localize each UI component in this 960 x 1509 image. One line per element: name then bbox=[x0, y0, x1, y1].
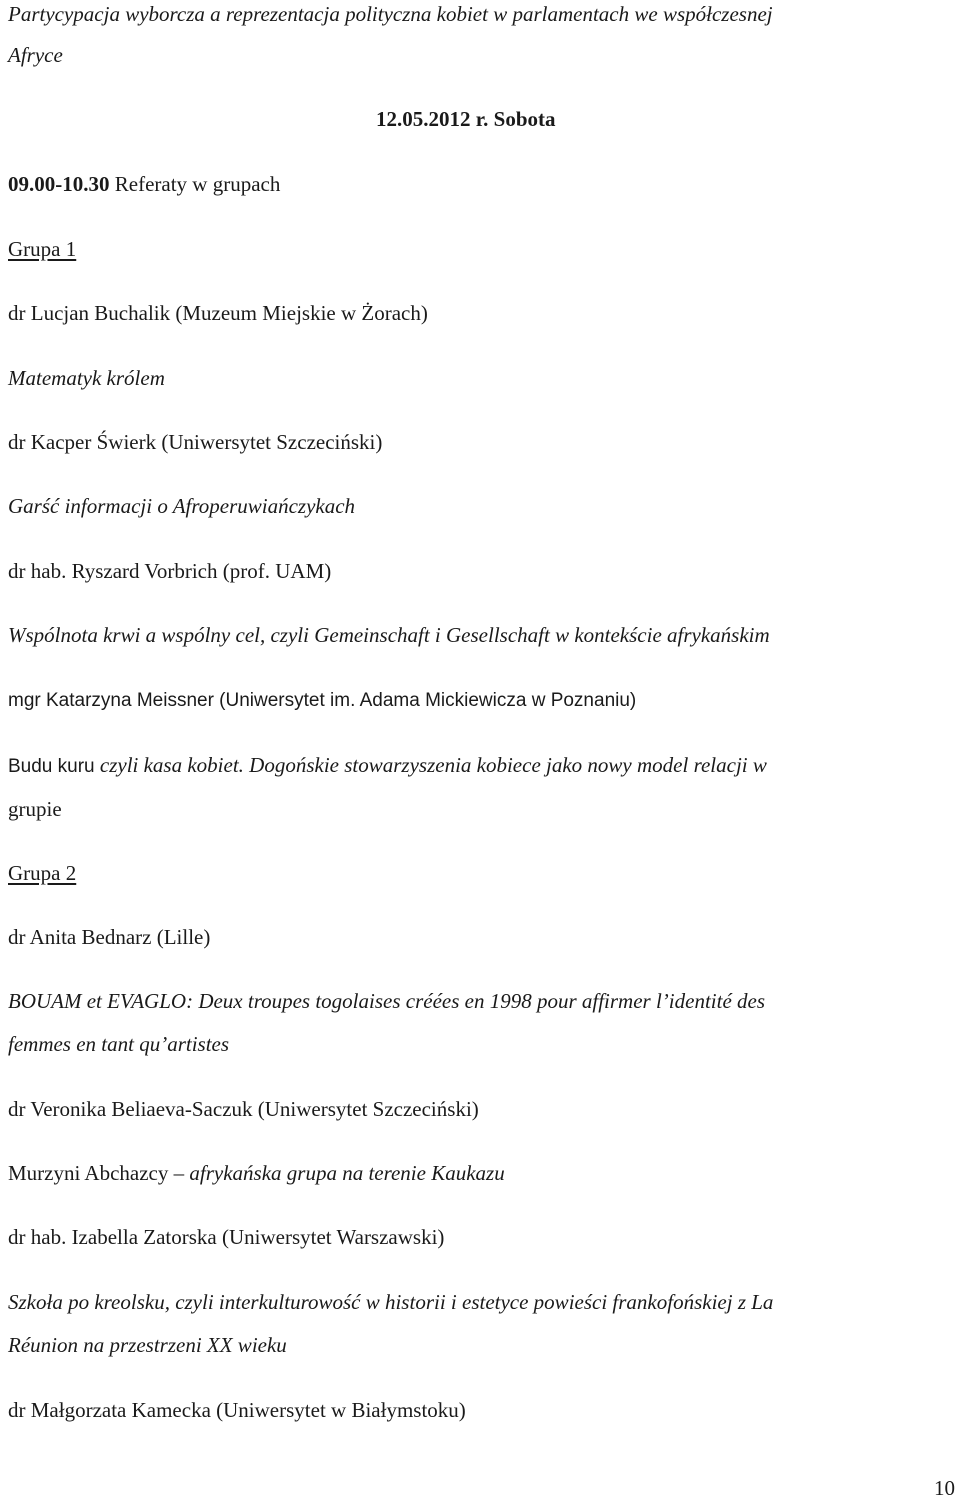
intro-title-line2: Afryce bbox=[8, 43, 63, 67]
speaker-buchalik: dr Lucjan Buchalik (Muzeum Miejskie w Żorach) bbox=[8, 301, 428, 325]
speaker-meissner: mgr Katarzyna Meissner (Uniwersytet im. Adama Mickiewicza w Poznaniu) bbox=[8, 690, 637, 711]
group1-heading: Grupa 1 bbox=[8, 237, 77, 261]
day-name: Sobota bbox=[493, 107, 556, 131]
speaker-beliaeva: dr Veronika Beliaeva-Saczuk (Uniwersytet Szczeciński) bbox=[8, 1097, 479, 1121]
speaker-bednarz: dr Anita Bednarz (Lille) bbox=[8, 925, 211, 949]
talk-title-meissner-part2: czyli kasa kobiet. Dogońskie stowarzyszenia kobiece jako nowy model relacji w bbox=[94, 753, 767, 777]
speaker-zatorska: dr hab. Izabella Zatorska (Uniwersytet Warszawski) bbox=[8, 1225, 445, 1249]
talk-title-bednarz-line1: BOUAM et EVAGLO: Deux troupes togolaises créées en 1998 pour affirmer l’identité des bbox=[8, 989, 766, 1013]
talk-title-meissner bbox=[8, 753, 767, 779]
talk-title-bednarz-line2: femmes en tant qu’artistes bbox=[8, 1032, 230, 1056]
speaker-kamecka: dr Małgorzata Kamecka (Uniwersytet w Białymstoku) bbox=[8, 1398, 466, 1422]
group2-heading: Grupa 2 bbox=[8, 861, 77, 885]
talk-title-beliaeva-part2: – afrykańska grupa na terenie Kaukazu bbox=[168, 1161, 505, 1185]
talk-title-swierk: Garść informacji o Afroperuwiańczykach bbox=[8, 494, 356, 518]
talk-title-beliaeva bbox=[8, 1161, 505, 1185]
session-time: 09.00-10.30 bbox=[8, 172, 110, 196]
talk-title-zatorska-line2: Réunion na przestrzeni XX wieku bbox=[8, 1333, 287, 1357]
day-heading bbox=[376, 107, 556, 131]
speaker-vorbrich: dr hab. Ryszard Vorbrich (prof. UAM) bbox=[8, 559, 332, 583]
talk-title-meissner-part1: Budu kuru bbox=[8, 756, 95, 777]
talk-title-vorbrich: Wspólnota krwi a wspólny cel, czyli Gemeinschaft i Gesellschaft w kontekście afrykańskim bbox=[8, 623, 770, 647]
session-line bbox=[8, 172, 280, 196]
page-number: 10 bbox=[934, 1476, 955, 1500]
talk-title-meissner-line2: grupie bbox=[8, 797, 62, 821]
day-date: 12.05.2012 r. bbox=[376, 107, 489, 131]
session-label: Referaty w grupach bbox=[114, 172, 281, 196]
talk-title-beliaeva-part1: Murzyni Abchazcy bbox=[8, 1161, 169, 1185]
intro-title-line1: Partycypacja wyborcza a reprezentacja polityczna kobiet w parlamentach we współczesnej bbox=[8, 2, 773, 26]
talk-title-buchalik: Matematyk królem bbox=[8, 366, 165, 390]
talk-title-zatorska-line1: Szkoła po kreolsku, czyli interkulturowość w historii i estetyce powieści frankofońskiej z La bbox=[8, 1290, 774, 1314]
speaker-swierk: dr Kacper Świerk (Uniwersytet Szczeciński) bbox=[8, 430, 383, 454]
